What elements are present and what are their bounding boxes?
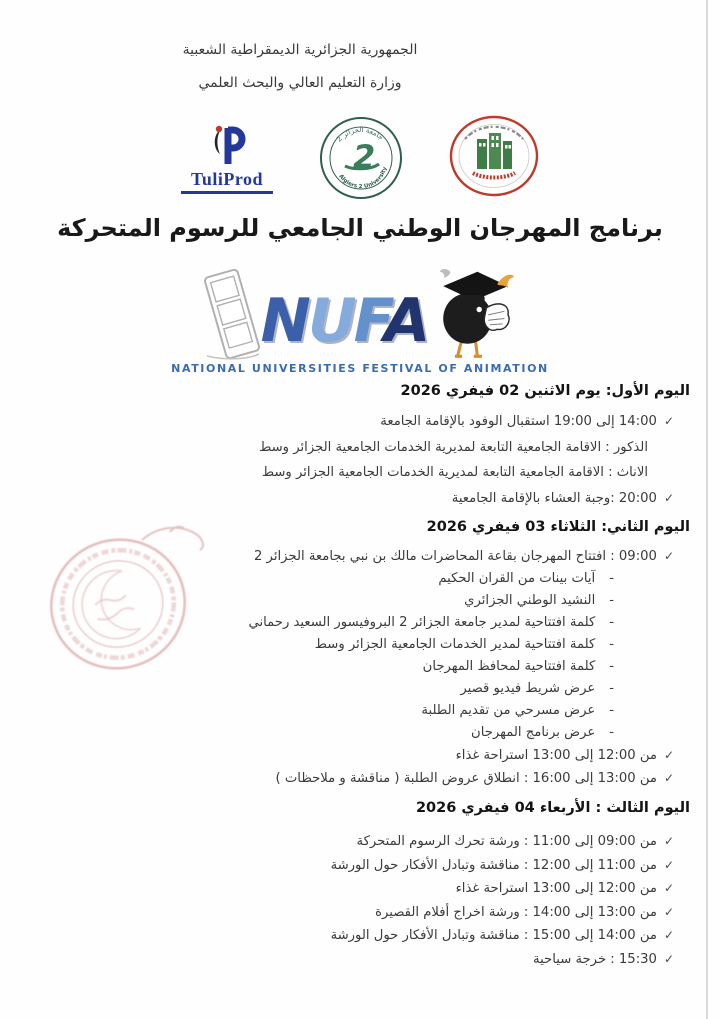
check-icon: ✓ (663, 928, 674, 942)
schedule-item (30, 435, 690, 461)
item-text: من 14:00 إلى 15:00 : مناقشة وتبادل الأفكار حول الورشة (330, 928, 657, 943)
check-icon: ✓ (663, 414, 674, 428)
nufa-letter: A (383, 286, 428, 356)
item-text: عرض شريط فيديو قصير (460, 681, 596, 696)
schedule-item (30, 656, 690, 678)
nufa-letter: F (353, 286, 384, 356)
dash-icon: - (609, 703, 614, 718)
schedule-item (30, 877, 690, 901)
tuliprod-wordmark: TuliProd (190, 168, 264, 189)
item-text: عرض برنامج المهرجان (471, 725, 596, 740)
tuliprod-underline (181, 191, 273, 194)
university-seal-icon (319, 116, 403, 200)
nufa-logo-row (0, 268, 720, 360)
schedule-item (30, 634, 690, 656)
check-icon: ✓ (663, 771, 674, 785)
day-section (30, 798, 690, 971)
item-text: 15:30 : خرجة سياحية (533, 951, 657, 967)
day-section (30, 517, 690, 790)
item-text: من 12:00 إلى 13:00 استراحة غذاء (455, 881, 657, 896)
schedule-item (30, 744, 690, 767)
onou-logo (449, 115, 539, 201)
schedule-item (30, 830, 690, 854)
dash-icon: - (609, 637, 614, 652)
item-text: من 09:00 إلى 11:00 : ورشة تحرك الرسوم المتحركة (356, 834, 657, 849)
doc-header (0, 0, 660, 100)
university-logo (319, 116, 403, 200)
check-icon: ✓ (663, 951, 674, 966)
check-icon: ✓ (663, 857, 674, 872)
item-text: الاناث : الاقامة الجامعية التابعة لمديرية الخدمات الجامعية الجزائر وسط (261, 465, 648, 480)
schedule-item (30, 678, 690, 700)
schedule-item (30, 612, 690, 634)
nufa-letter: U (307, 286, 354, 356)
university-number: 2 (353, 138, 376, 176)
day-items (30, 545, 690, 790)
item-text: من 11:00 إلى 12:00 : مناقشة وتبادل الأفكار حول الورشة (330, 857, 657, 873)
item-text: الذكور : الاقامة الجامعية التابعة لمديرية الخدمات الجامعية الجزائر وسط (259, 439, 648, 455)
nufa-wordmark (261, 282, 428, 360)
tuliprod-mark-icon (205, 123, 249, 169)
logos-row (0, 114, 720, 202)
item-text: كلمة افتتاحية لمدير الخدمات الجامعية الجزائر وسط (314, 637, 596, 652)
page-edge-line (706, 0, 708, 1019)
dash-icon: - (609, 659, 614, 674)
onou-seal-icon (449, 115, 539, 201)
schedule-item (30, 901, 690, 925)
page-title: برنامج المهرجان الوطني الجامعي للرسوم المتحركة (57, 214, 663, 242)
day-items (30, 830, 690, 971)
dash-icon: - (609, 593, 614, 608)
filmstrip-icon (203, 268, 261, 360)
dash-icon: - (609, 571, 614, 586)
schedule-item (30, 854, 690, 878)
item-text: النشيد الوطني الجزائري (464, 593, 596, 608)
check-icon: ✓ (663, 834, 674, 848)
day-heading: اليوم الثاني: الثلاثاء 03 فيفري 2026 (426, 519, 690, 535)
day-heading: اليوم الثالث : الأربعاء 04 فيفري 2026 (415, 800, 690, 816)
schedule-item (30, 590, 690, 612)
day-section (30, 381, 690, 511)
schedule-item (30, 409, 690, 435)
schedule-item (30, 460, 690, 486)
schedule-item (30, 486, 690, 512)
university-top-text: جامعة الجزائر 2 (335, 125, 385, 144)
dash-icon: - (609, 615, 614, 630)
item-text: كلمة افتتاحية لمدير جامعة الجزائر 2 البروفيسور السعيد رحماني (248, 615, 596, 630)
tuliprod-logo (181, 123, 273, 194)
schedule (0, 381, 720, 971)
check-icon: ✓ (663, 881, 674, 895)
item-text: من 13:00 إلى 14:00 : ورشة اخراج أفلام القصيرة (375, 904, 657, 920)
schedule-item (30, 568, 690, 590)
day-items (30, 409, 690, 511)
schedule-item (30, 545, 690, 568)
republic-line: الجمهورية الجزائرية الديمقراطية الشعبية (182, 42, 418, 58)
item-text: 20:00 :وجبة العشاء بالإقامة الجامعية (451, 490, 657, 506)
university-bottom-text: Algiers 2 University (337, 166, 389, 191)
bird-mascot-icon (427, 264, 517, 364)
schedule-item (30, 700, 690, 722)
nufa-letter: N (260, 286, 308, 356)
schedule-item (30, 948, 690, 972)
dash-icon: - (609, 725, 614, 740)
schedule-item (30, 722, 690, 744)
check-icon: ✓ (663, 490, 674, 505)
item-text: 14:00 إلى 19:00 استقبال الوفود بالإقامة الجامعة (380, 414, 657, 429)
schedule-item (30, 767, 690, 790)
check-icon: ✓ (663, 748, 674, 762)
check-icon: ✓ (663, 904, 674, 919)
item-text: من 12:00 إلى 13:00 استراحة غذاء (455, 748, 657, 763)
dash-icon: - (609, 681, 614, 696)
item-text: عرض مسرحي من تقديم الطلبة (421, 703, 596, 718)
day-heading: اليوم الأول: يوم الاثنين 02 فيفري 2026 (400, 383, 690, 399)
check-icon: ✓ (663, 549, 674, 563)
item-text: كلمة افتتاحية لمحافظ المهرجان (422, 659, 596, 674)
nufa-tagline: NATIONAL UNIVERSITIES FESTIVAL OF ANIMATION (171, 362, 549, 375)
ministry-line: وزارة التعليم العالي والبحث العلمي (198, 75, 402, 91)
nufa-logo (0, 268, 720, 375)
item-text: من 13:00 إلى 16:00 : انطلاق عروض الطلبة ( مناقشة و ملاحظات ) (275, 771, 657, 786)
item-text: 09:00 : افتتاح المهرجان بقاعة المحاضرات مالك بن نبي بجامعة الجزائر 2 (253, 549, 657, 564)
item-text: آيات بينات من القران الحكيم (438, 571, 596, 586)
schedule-item (30, 924, 690, 948)
